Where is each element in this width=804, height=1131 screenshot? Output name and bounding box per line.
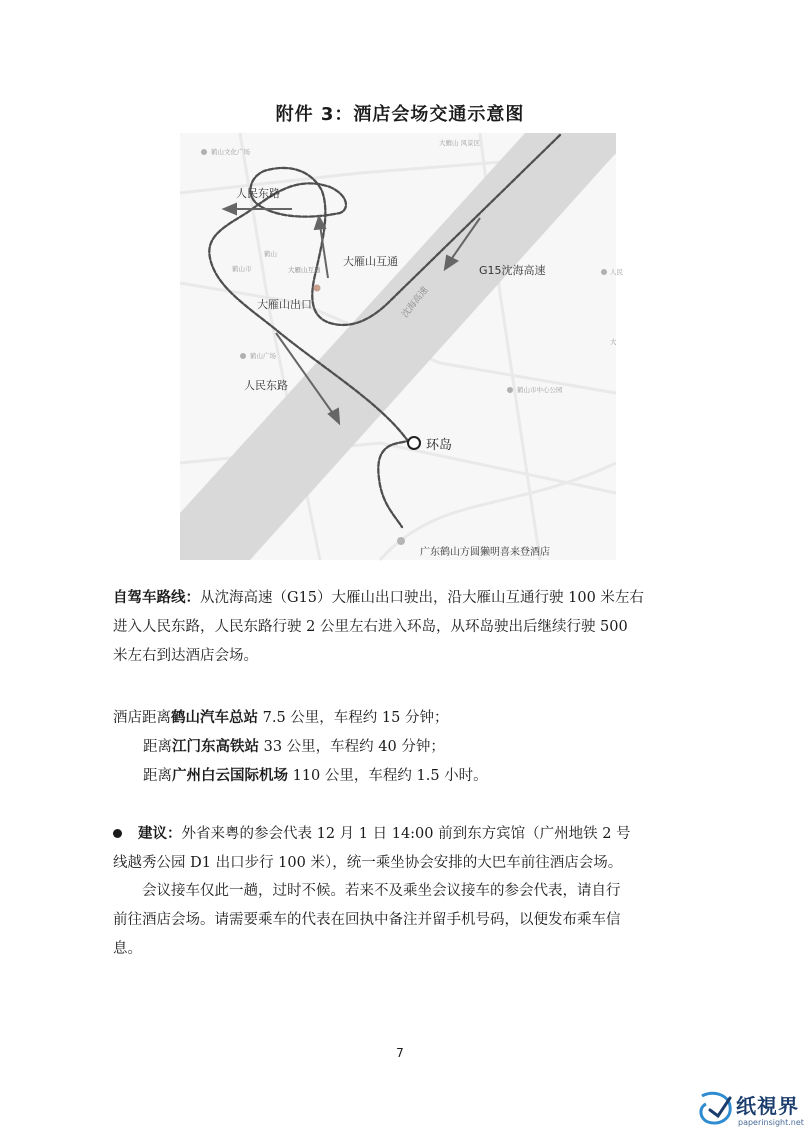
poi-label: 人民 (610, 268, 623, 276)
distance-line-3: 距离广州白云国际机场 110 公里，车程约 1.5 小时。 (143, 767, 488, 784)
watermark-url: paperinsight.net (738, 1118, 804, 1127)
distance-place: 江门东高铁站 (172, 738, 259, 755)
hotel-pin-icon (397, 537, 405, 545)
drive-route-line2: 进入人民东路，人民东路行驶 2 公里左右进入环岛，从环岛驶出后继续行驶 500 (113, 619, 628, 635)
drive-route-label: 自驾车路线： (113, 589, 200, 606)
label-renmin-road-top: 人民东路 (236, 187, 280, 200)
poi-label: 鹤山广场 (250, 352, 276, 360)
poi-label: 鹤山市 (232, 265, 252, 273)
watermark-brand: 纸視界 (736, 1094, 799, 1118)
label-renmin-road-bottom: 人民东路 (244, 379, 288, 392)
distance-line-2: 距离江门东高铁站 33 公里，车程约 40 分钟； (143, 738, 445, 755)
notice-paragraph: 会议接车仅此一趟，过时不候。若来不及乘坐会议接车的参会代表，请自行 前往酒店会场。请需要乘车的代表在回执中备注并留手机号码，以便发布乘车信 息。 (113, 883, 621, 957)
bullet-icon (113, 829, 122, 838)
drive-route-paragraph (113, 583, 693, 671)
label-roundabout: 环岛 (426, 438, 453, 453)
poi-label: 鹤山文化广场 (211, 148, 250, 156)
suggestion-paragraph: 建议：外省来粤的参会代表 12 月 1 日 14:00 前到东方宾馆（广州地铁 2 号 线越秀公园 D1 出口步行 100 米），统一乘坐协会安排的大巴车前往酒店会场。 (113, 825, 631, 871)
page-number: 7 (396, 1046, 404, 1060)
band-road-label: 沈海高速 (400, 285, 431, 320)
label-interchange: 大雁山互通 (343, 255, 398, 268)
poi-label: 鹤山市中心公园 (517, 386, 563, 394)
label-hotel: 广东鹤山方圆獭明喜来登酒店 (420, 547, 550, 558)
drive-route-line1: 从沈海高速（G15）大雁山出口驶出，沿大雁山互通行驶 100 米左右 (200, 590, 644, 606)
drive-route-line3: 米左右到达酒店会场。 (113, 648, 258, 664)
label-g15: G15沈海高速 (479, 264, 546, 277)
label-exit-poi: 大雁山互通 (288, 266, 321, 274)
roundabout-icon (408, 437, 420, 449)
traffic-map (180, 133, 623, 560)
label-exit: 大雁山出口 (257, 298, 312, 311)
poi-label: 鹤山 (264, 250, 277, 258)
distance-place: 鹤山汽车总站 (171, 709, 258, 726)
page-title: 附件 3：酒店会场交通示意图 (275, 104, 525, 125)
distance-line-1: 酒店距离鹤山汽车总站 7.5 公里，车程约 15 分钟； (113, 709, 449, 726)
poi-label: 大雁山 风景区 (439, 139, 481, 147)
suggestion-label: 建议： (138, 825, 182, 842)
exit-marker-icon (314, 285, 321, 292)
poi-label: 大 (610, 338, 617, 346)
distance-place: 广州白云国际机场 (172, 767, 288, 784)
